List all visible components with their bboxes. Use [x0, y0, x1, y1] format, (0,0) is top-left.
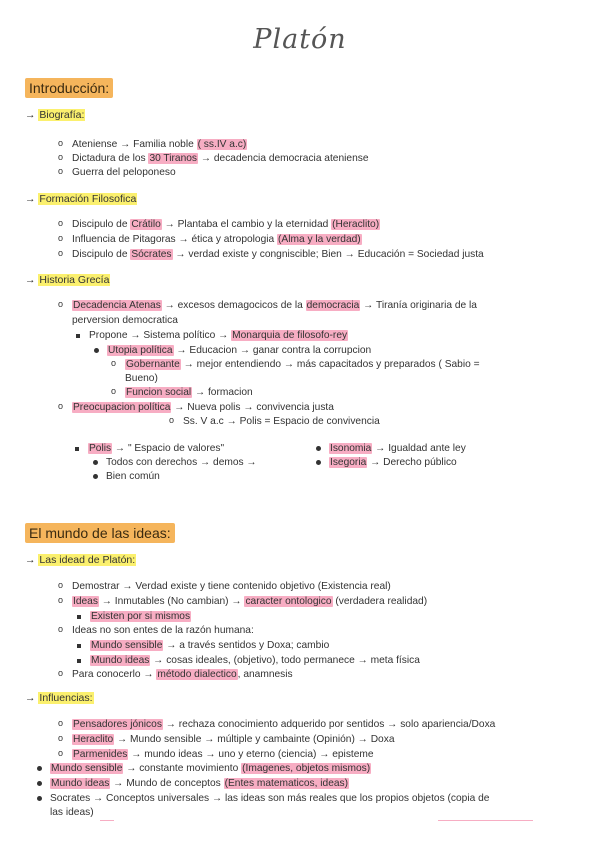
- list-item: o Gobernante → mejor entendiendo → más capacitados y preparados ( Sabio =: [125, 358, 480, 371]
- list-item: Mundo ideas → Mundo de conceptos (Entes matematicos, ideas): [51, 778, 349, 789]
- list-item: o Pensadores jónicos → rechaza conocimiento adquerido por sentidos → solo apariencia/Doxa: [72, 718, 495, 731]
- section-heading-introduccion: Introducción:: [25, 78, 113, 98]
- list-item: Mundo sensible → constante movimiento (Imagenes, objetos mismos): [51, 763, 371, 774]
- list-item: o Preocupacion política → Nueva polis → convivencia justa: [72, 401, 334, 414]
- list-item: o Para conocerlo → método dialectico, anamnesis: [72, 668, 293, 681]
- list-item-continuation: perversion democratica: [72, 315, 178, 326]
- page-title: Platón: [253, 24, 347, 55]
- list-item: o Discipulo de Crátilo → Plantaba el cambio y la eternidad (Heraclito): [72, 218, 380, 231]
- highlight-mark: [100, 820, 114, 821]
- list-item: o Decadencia Atenas → excesos demagocicos de la democracia → Tiranía originaria de la: [72, 299, 477, 312]
- list-item: o Heraclito → Mundo sensible → múltiple y cambainte (Opinión) → Doxa: [72, 733, 394, 746]
- list-item: o Parmenides → mundo ideas → uno y eterno (ciencia) → episteme: [72, 748, 374, 761]
- list-item: o Influencia de Pitagoras → ética y atropologia (Alma y la verdad): [72, 233, 362, 246]
- subheading-historia: → Historia Grecía: [25, 274, 110, 286]
- list-item: Mundo ideas → cosas ideales, (objetivo), todo permanece → meta física: [91, 655, 420, 666]
- list-item: Utopia política → Educacion → ganar contra la corrupcion: [108, 345, 372, 356]
- list-item: o Guerra del peloponeso: [72, 166, 176, 179]
- list-item: o Dictadura de los 30 Tiranos → decadencia democracia ateniense: [72, 152, 369, 165]
- list-item: Mundo sensible → a través sentidos y Doxa; cambio: [91, 640, 330, 651]
- subheading-biografia: → Biografía:: [25, 109, 85, 121]
- list-item-continuation: Bueno): [125, 373, 158, 384]
- list-item: Propone → Sistema político → Monarquia de filosofo-rey: [89, 330, 348, 341]
- list-item: o Discipulo de Sócrates → verdad existe y congniscible; Bien → Educación = Sociedad justa: [72, 248, 484, 261]
- list-item: o Ideas no son entes de la razón humana:: [72, 624, 254, 637]
- list-item: Isegoria → Derecho público: [330, 457, 457, 468]
- list-item-continuation: las ideas): [50, 807, 94, 818]
- section-heading-mundo-ideas: El mundo de las ideas:: [25, 523, 175, 543]
- list-item: Existen por si mismos: [91, 611, 191, 622]
- list-item: Polis → " Espacio de valores": [89, 443, 225, 454]
- subheading-influencias: → Influencias:: [25, 692, 93, 704]
- list-item: o Demostrar → Verdad existe y tiene contenido objetivo (Existencia real): [72, 580, 391, 593]
- highlight-mark: [438, 820, 533, 821]
- subheading-formacion: → Formación Filosofica: [25, 193, 137, 205]
- list-item: o Ss. V a.c → Polis = Espacio de convivencia: [183, 415, 380, 428]
- list-item: o Funcion social → formacion: [125, 386, 253, 399]
- subheading-ideas-platon: → Las idead de Platón:: [25, 554, 136, 566]
- list-item: Todos con derechos → demos →: [106, 457, 257, 468]
- list-item: o Ideas → Inmutables (No cambian) → caracter ontologico (verdadera realidad): [72, 595, 427, 608]
- list-item: Bien común: [106, 471, 160, 482]
- list-item: Socrates → Conceptos universales → las ideas son más reales que los propios objetos (copia de: [50, 793, 490, 804]
- list-item: Isonomia → Igualdad ante ley: [330, 443, 466, 454]
- list-item: o Ateniense → Familia noble ( ss.IV a.c): [72, 138, 247, 151]
